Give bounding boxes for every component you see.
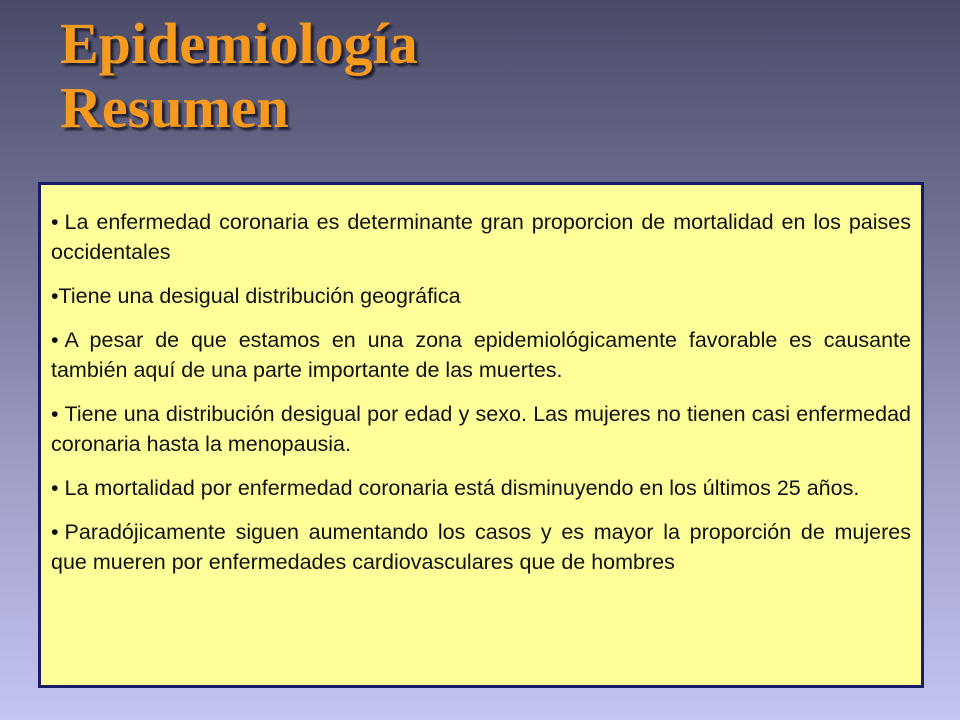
bullet-marker: • xyxy=(51,520,59,544)
bullet-item xyxy=(51,325,911,385)
bullet-text: La enfermedad coronaria es determinante gran proporcion de mortalidad en los paises occidentales xyxy=(51,210,911,264)
bullet-text: La mortalidad por enfermedad coronaria está disminuyendo en los últimos 25 años. xyxy=(64,476,860,500)
bullet-marker: • xyxy=(51,476,59,500)
slide-title xyxy=(60,12,418,140)
summary-box xyxy=(38,182,924,688)
title-line-2: Resumen xyxy=(60,75,289,140)
bullet-item xyxy=(51,517,911,577)
bullet-marker: • xyxy=(51,210,59,234)
bullet-marker: • xyxy=(51,402,59,426)
bullet-item xyxy=(51,399,911,459)
bullet-list xyxy=(51,207,911,577)
bullet-item xyxy=(51,473,911,503)
title-line-1: Epidemiología xyxy=(60,11,418,76)
bullet-marker: • xyxy=(51,284,59,308)
bullet-text: Paradójicamente siguen aumentando los casos y es mayor la proporción de mujeres que mueren por enfermedades cardiovasculares que de hombres xyxy=(51,520,911,574)
bullet-text: Tiene una desigual distribución geográfica xyxy=(58,284,461,308)
bullet-marker: • xyxy=(51,328,59,352)
bullet-text: A pesar de que estamos en una zona epidemiológicamente favorable es causante también aquí de una parte importante de las muertes. xyxy=(51,328,911,382)
bullet-item xyxy=(51,207,911,267)
bullet-text: Tiene una distribución desigual por edad y sexo. Las mujeres no tienen casi enfermedad coronaria hasta la menopausia. xyxy=(51,402,911,456)
bullet-item xyxy=(51,281,911,311)
